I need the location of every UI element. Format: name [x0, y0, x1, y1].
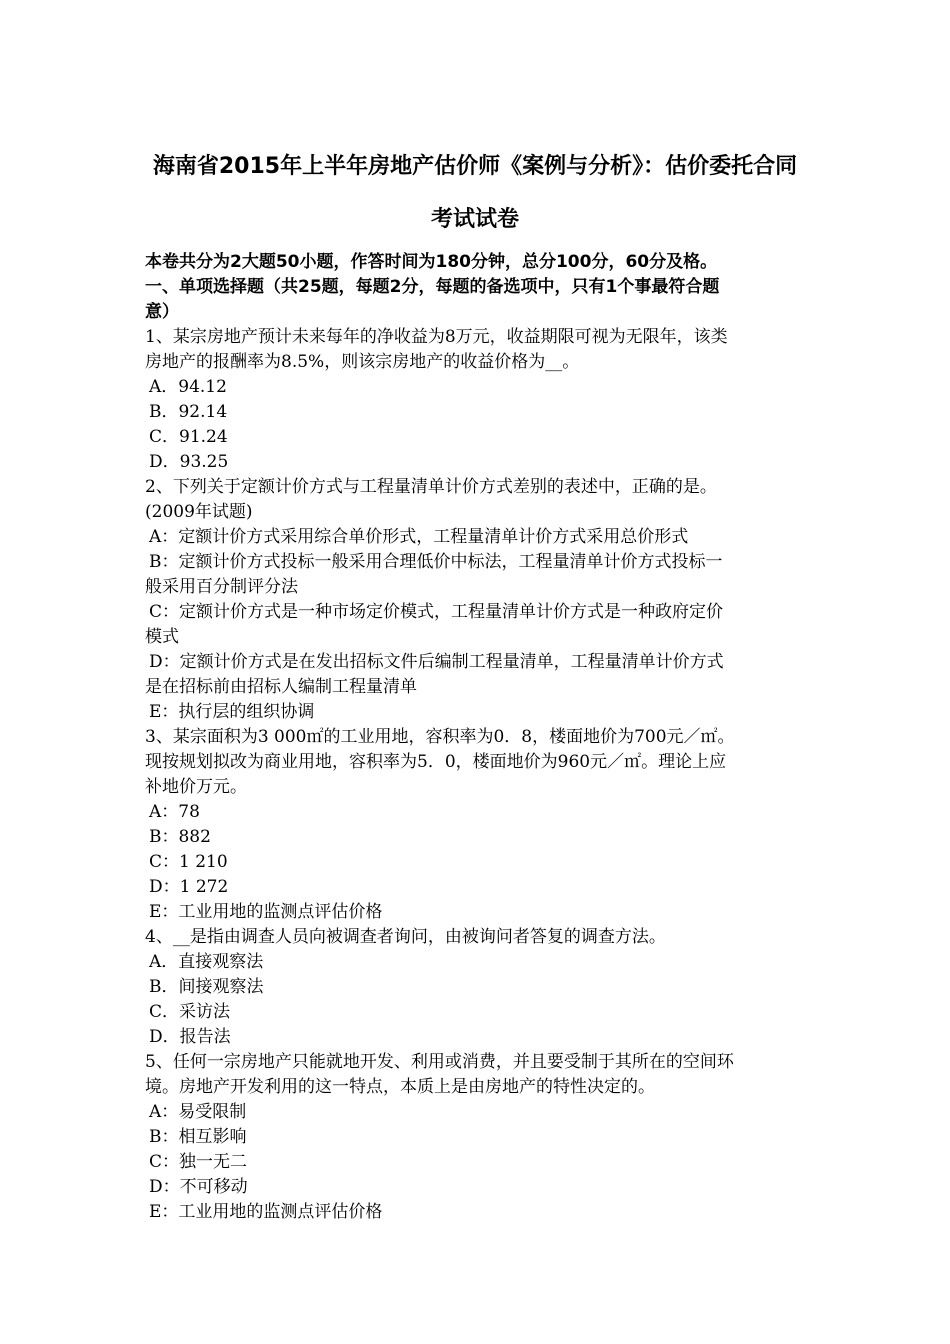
question-3	[145, 725, 810, 925]
document-title-line-2: 考试试卷	[430, 207, 519, 232]
option-e: E：工业用地的监测点评估价格	[149, 1202, 383, 1222]
option-c: C：独一无二	[149, 1152, 248, 1172]
option-e: E：执行层的组织协调	[149, 702, 315, 722]
option-b: B：882	[149, 827, 211, 847]
option-a: A：78	[149, 802, 200, 822]
option-b: B：定额计价方式投标一般采用合理低价中标法，工程量清单计价方式投标一	[149, 552, 723, 572]
option-a: A：定额计价方式采用综合单价形式，工程量清单计价方式采用总价形式	[149, 527, 689, 547]
question-1-text: 1、某宗房地产预计未来每年的净收益为8万元，收益期限可视为无限年，该类	[145, 327, 728, 347]
document-title-line-1: 海南省2015年上半年房地产估价师《案例与分析》：估价委托合同	[152, 154, 798, 179]
question-3-text: 3、某宗面积为3 000㎡的工业用地，容积率为0．8，楼面地价为700元／㎡。	[145, 727, 735, 747]
option-b-cont: 般采用百分制评分法	[145, 577, 298, 597]
question-2-text: (2009年试题)	[145, 502, 253, 522]
option-d: D．报告法	[149, 1027, 231, 1047]
option-c: C．采访法	[149, 1002, 231, 1022]
question-1	[145, 325, 810, 475]
option-a: A．94.12	[149, 377, 227, 397]
option-e: E：工业用地的监测点评估价格	[149, 902, 383, 922]
option-c: C：1 210	[149, 852, 228, 872]
section-heading: 一、单项选择题（共25题，每题2分，每题的备选项中，只有1个事最符合题	[145, 277, 720, 297]
question-3-text: 现按规划拟改为商业用地，容积率为5．0，楼面地价为960元／㎡。理论上应	[145, 752, 727, 772]
option-d: D：1 272	[149, 877, 229, 897]
option-c-cont: 模式	[145, 627, 179, 647]
question-2	[145, 475, 810, 725]
question-4-text: 4、__是指由调查人员向被调查者询问，由被询问者答复的调查方法。	[145, 927, 666, 947]
question-5	[145, 1050, 810, 1225]
question-5-text: 5、任何一宗房地产只能就地开发、利用或消费，并且要受制于其所在的空间环	[145, 1052, 734, 1072]
option-c: C：定额计价方式是一种市场定价模式，工程量清单计价方式是一种政府定价	[149, 602, 724, 622]
option-b: B．间接观察法	[149, 977, 264, 997]
question-1-text: 房地产的报酬率为8.5%，则该宗房地产的收益价格为__。	[145, 352, 580, 372]
option-d-cont: 是在招标前由招标人编制工程量清单	[145, 677, 417, 697]
option-d: D：定额计价方式是在发出招标文件后编制工程量清单，工程量清单计价方式	[149, 652, 724, 672]
section-heading-cont: 意）	[145, 302, 179, 322]
question-5-text: 境。房地产开发利用的这一特点，本质上是由房地产的特性决定的。	[145, 1077, 655, 1097]
option-c: C．91.24	[149, 427, 228, 447]
question-4	[145, 925, 810, 1050]
question-3-text: 补地价万元。	[145, 777, 247, 797]
option-a: A．直接观察法	[149, 952, 264, 972]
option-b: B．92.14	[149, 402, 228, 422]
option-b: B：相互影响	[149, 1127, 247, 1147]
option-d: D．93.25	[149, 452, 229, 472]
question-2-text: 2、下列关于定额计价方式与工程量清单计价方式差别的表述中，正确的是。	[145, 477, 717, 497]
exam-intro: 本卷共分为2大题50小题，作答时间为180分钟，总分100分，60分及格。	[145, 252, 718, 272]
option-d: D：不可移动	[149, 1177, 248, 1197]
option-a: A：易受限制	[149, 1102, 247, 1122]
document-body	[145, 250, 810, 1225]
